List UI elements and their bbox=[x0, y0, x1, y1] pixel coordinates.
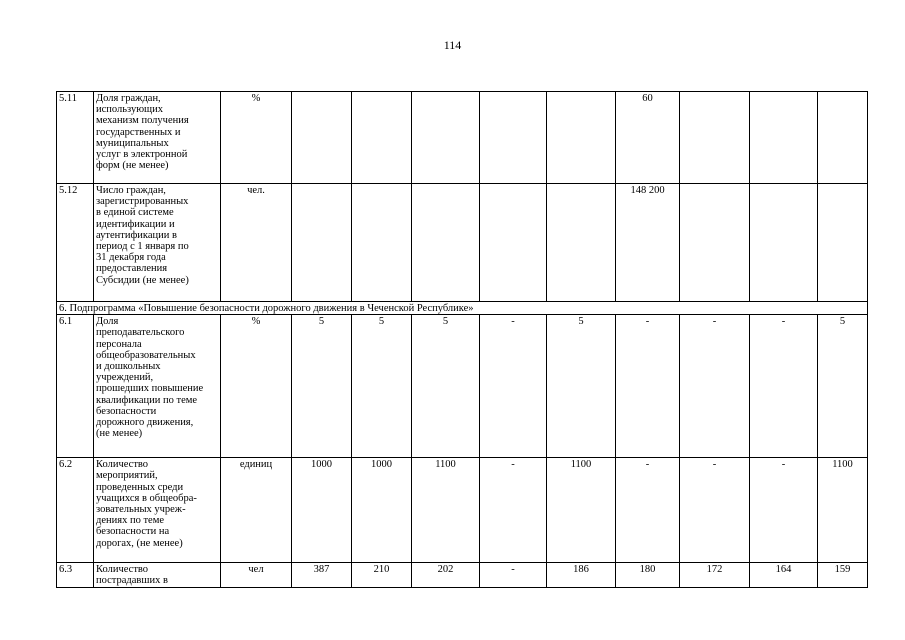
unit-cell: чел bbox=[221, 563, 292, 587]
indicator-name-line: использующих bbox=[96, 104, 164, 116]
row-number: 6.1 bbox=[57, 315, 94, 458]
value-cell bbox=[680, 184, 750, 302]
unit-cell: чел. bbox=[221, 184, 292, 302]
indicator-name-line: в единой системе bbox=[96, 207, 174, 219]
row-number: 5.11 bbox=[57, 92, 94, 184]
table-row bbox=[57, 184, 868, 302]
indicator-name-line: предоставления bbox=[96, 263, 168, 275]
indicator-name-line: учреждений, bbox=[96, 372, 154, 384]
unit-cell: % bbox=[221, 92, 292, 184]
value-cell: 5 bbox=[412, 315, 480, 458]
value-cell: - bbox=[480, 458, 547, 563]
value-cell bbox=[352, 184, 412, 302]
value-cell: 202 bbox=[412, 563, 480, 587]
value-cell: 1000 bbox=[292, 458, 352, 563]
value-cell bbox=[750, 184, 818, 302]
value-cell: 5 bbox=[292, 315, 352, 458]
value-cell: 5 bbox=[352, 315, 412, 458]
indicator-name bbox=[94, 315, 221, 458]
indicator-name-line: механизм получения bbox=[96, 115, 189, 127]
indicator-name-line: квалификации по теме bbox=[96, 394, 198, 406]
indicator-name-line: персонала bbox=[96, 338, 142, 350]
indicator-name-line: Доля граждан, bbox=[96, 93, 161, 104]
value-cell bbox=[547, 184, 616, 302]
indicator-name-line: дорогах, (не менее) bbox=[96, 537, 183, 549]
indicator-name-line: Число граждан, bbox=[96, 185, 166, 196]
indicator-name-line: муниципальных bbox=[96, 137, 169, 149]
value-cell bbox=[818, 184, 868, 302]
indicator-name-line: общеобразовательных bbox=[96, 349, 196, 361]
indicator-name-line: форм (не менее) bbox=[96, 160, 169, 172]
value-cell: - bbox=[616, 458, 680, 563]
unit-cell: единиц bbox=[221, 458, 292, 563]
indicators-table bbox=[56, 91, 868, 588]
table-row bbox=[57, 563, 868, 587]
indicator-name-line: дениях по теме bbox=[96, 515, 164, 527]
indicator-name bbox=[94, 458, 221, 563]
value-cell: 210 bbox=[352, 563, 412, 587]
value-cell bbox=[480, 92, 547, 184]
value-cell: 159 bbox=[818, 563, 868, 587]
indicator-name-line: Субсидии (не менее) bbox=[96, 274, 189, 286]
row-number: 6.2 bbox=[57, 458, 94, 563]
value-cell bbox=[750, 92, 818, 184]
indicator-name-line: Количество bbox=[96, 459, 149, 471]
value-cell: - bbox=[616, 315, 680, 458]
table-row bbox=[57, 92, 868, 184]
value-cell: - bbox=[680, 315, 750, 458]
value-cell bbox=[352, 92, 412, 184]
value-cell: 172 bbox=[680, 563, 750, 587]
indicator-name-line: безопасности bbox=[96, 405, 157, 417]
indicator-name bbox=[94, 92, 221, 184]
indicator-name-line: (не менее) bbox=[96, 428, 143, 440]
indicator-name-line: государственных и bbox=[96, 126, 181, 138]
value-cell bbox=[412, 184, 480, 302]
section-title: 6. Подпрограмма «Повышение безопасности дорожного движения в Чеченской Республике» bbox=[57, 302, 868, 315]
value-cell bbox=[680, 92, 750, 184]
indicator-name-line: прошедших повышение bbox=[96, 383, 204, 395]
indicator-name-line: преподавательского bbox=[96, 327, 185, 339]
value-cell: 5 bbox=[547, 315, 616, 458]
indicator-name-line: безопасности на bbox=[96, 526, 170, 538]
indicator-name-line: идентификации и bbox=[96, 218, 175, 230]
value-cell bbox=[547, 92, 616, 184]
indicator-name-line: пострадавших в bbox=[96, 575, 168, 587]
indicator-name-line: зовательных учреж- bbox=[96, 504, 186, 516]
indicator-name-line: услуг в электронной bbox=[96, 149, 188, 161]
value-cell: 180 bbox=[616, 563, 680, 587]
indicator-name-line: и дошкольных bbox=[96, 361, 161, 373]
indicator-name bbox=[94, 563, 221, 587]
value-cell bbox=[412, 92, 480, 184]
value-cell: 1100 bbox=[412, 458, 480, 563]
indicator-name-line: зарегистрированных bbox=[96, 196, 189, 208]
indicator-name-line: учащихся в общеобра- bbox=[96, 492, 197, 504]
indicator-name-line: проведенных среди bbox=[96, 481, 184, 493]
value-cell: - bbox=[680, 458, 750, 563]
value-cell: 164 bbox=[750, 563, 818, 587]
value-cell bbox=[818, 92, 868, 184]
value-cell: - bbox=[480, 563, 547, 587]
table-row bbox=[57, 315, 868, 458]
indicator-name bbox=[94, 184, 221, 302]
unit-cell: % bbox=[221, 315, 292, 458]
section-row bbox=[57, 302, 868, 315]
row-number: 6.3 bbox=[57, 563, 94, 587]
value-cell: 1100 bbox=[818, 458, 868, 563]
value-cell: - bbox=[750, 315, 818, 458]
value-cell: - bbox=[750, 458, 818, 563]
value-cell: 1100 bbox=[547, 458, 616, 563]
indicator-name-line: мероприятий, bbox=[96, 470, 158, 482]
value-cell bbox=[480, 184, 547, 302]
table-row bbox=[57, 458, 868, 563]
indicator-name-line: Доля bbox=[96, 316, 119, 328]
value-cell bbox=[292, 184, 352, 302]
value-cell: 60 bbox=[616, 92, 680, 184]
value-cell: 387 bbox=[292, 563, 352, 587]
value-cell: 186 bbox=[547, 563, 616, 587]
value-cell: 5 bbox=[818, 315, 868, 458]
indicator-name-line: 31 декабря года bbox=[96, 252, 166, 264]
value-cell: - bbox=[480, 315, 547, 458]
indicator-name-line: период с 1 января по bbox=[96, 241, 189, 253]
value-cell bbox=[292, 92, 352, 184]
indicator-name-line: дорожного движения, bbox=[96, 417, 194, 429]
value-cell: 148 200 bbox=[616, 184, 680, 302]
row-number: 5.12 bbox=[57, 184, 94, 302]
indicator-name-line: аутентификации в bbox=[96, 229, 177, 241]
value-cell: 1000 bbox=[352, 458, 412, 563]
page-number: 114 bbox=[443, 38, 462, 52]
indicator-name-line: Количество bbox=[96, 564, 149, 576]
